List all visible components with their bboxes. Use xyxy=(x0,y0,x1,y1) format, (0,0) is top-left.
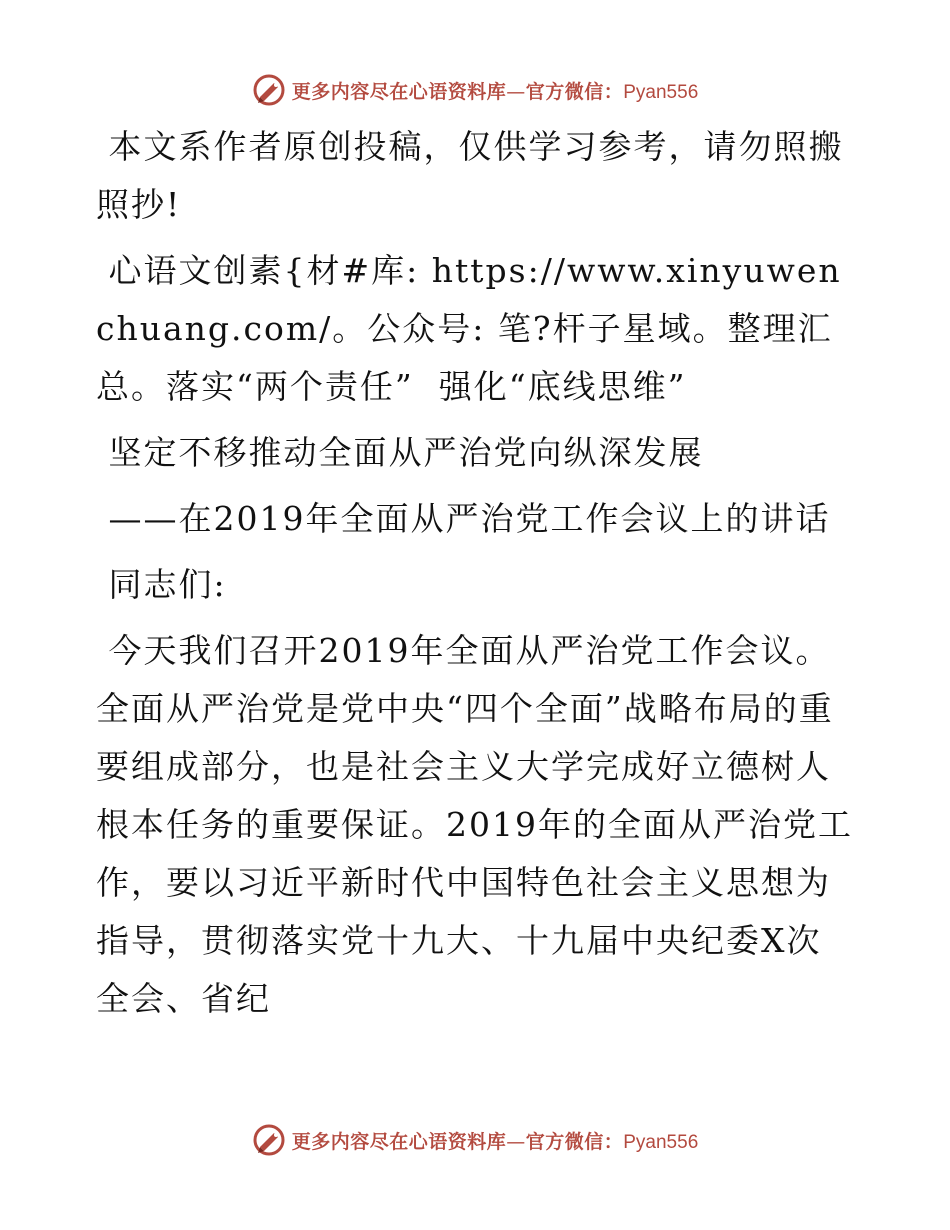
pen-logo-icon xyxy=(252,1123,286,1157)
body-paragraph: 今天我们召开2019年全面从严治党工作会议。全面从严治党是党中央“四个全面”战略布局的重要组成部分，也是社会主义大学完成好立德树人根本任务的重要保证。2019年的全面从严治党工作，要以习近平新时代中国特色社会主义思想为指导，贯彻落实党十九大、十九届中央纪委X次全会、省纪 xyxy=(96,631,853,1018)
document-body xyxy=(96,118,856,1028)
disclaimer-paragraph: 本文系作者原创投稿，仅供学习参考，请勿照搬照抄! xyxy=(96,127,844,224)
pen-logo-icon xyxy=(252,73,286,107)
document-title: 坚定不移推动全面从严治党向纵深发展 xyxy=(96,433,704,472)
header-watermark-banner xyxy=(0,70,950,110)
document-subtitle: ——在2019年全面从严治党工作会议上的讲话 xyxy=(96,499,831,538)
footer-watermark-banner xyxy=(0,1120,950,1160)
salutation: 同志们: xyxy=(96,565,227,604)
banner-text: 更多内容尽在心语资料库—官方微信：Pyan556 xyxy=(291,80,699,103)
banner-text: 更多内容尽在心语资料库—官方微信：Pyan556 xyxy=(291,1130,699,1153)
source-paragraph: 心语文创素{材#库: https://www.xinyuwenchuang.com/。公众号: 笔?杆子星域。整理汇总。落实“两个责任” 强化“底线思维” xyxy=(96,251,842,406)
